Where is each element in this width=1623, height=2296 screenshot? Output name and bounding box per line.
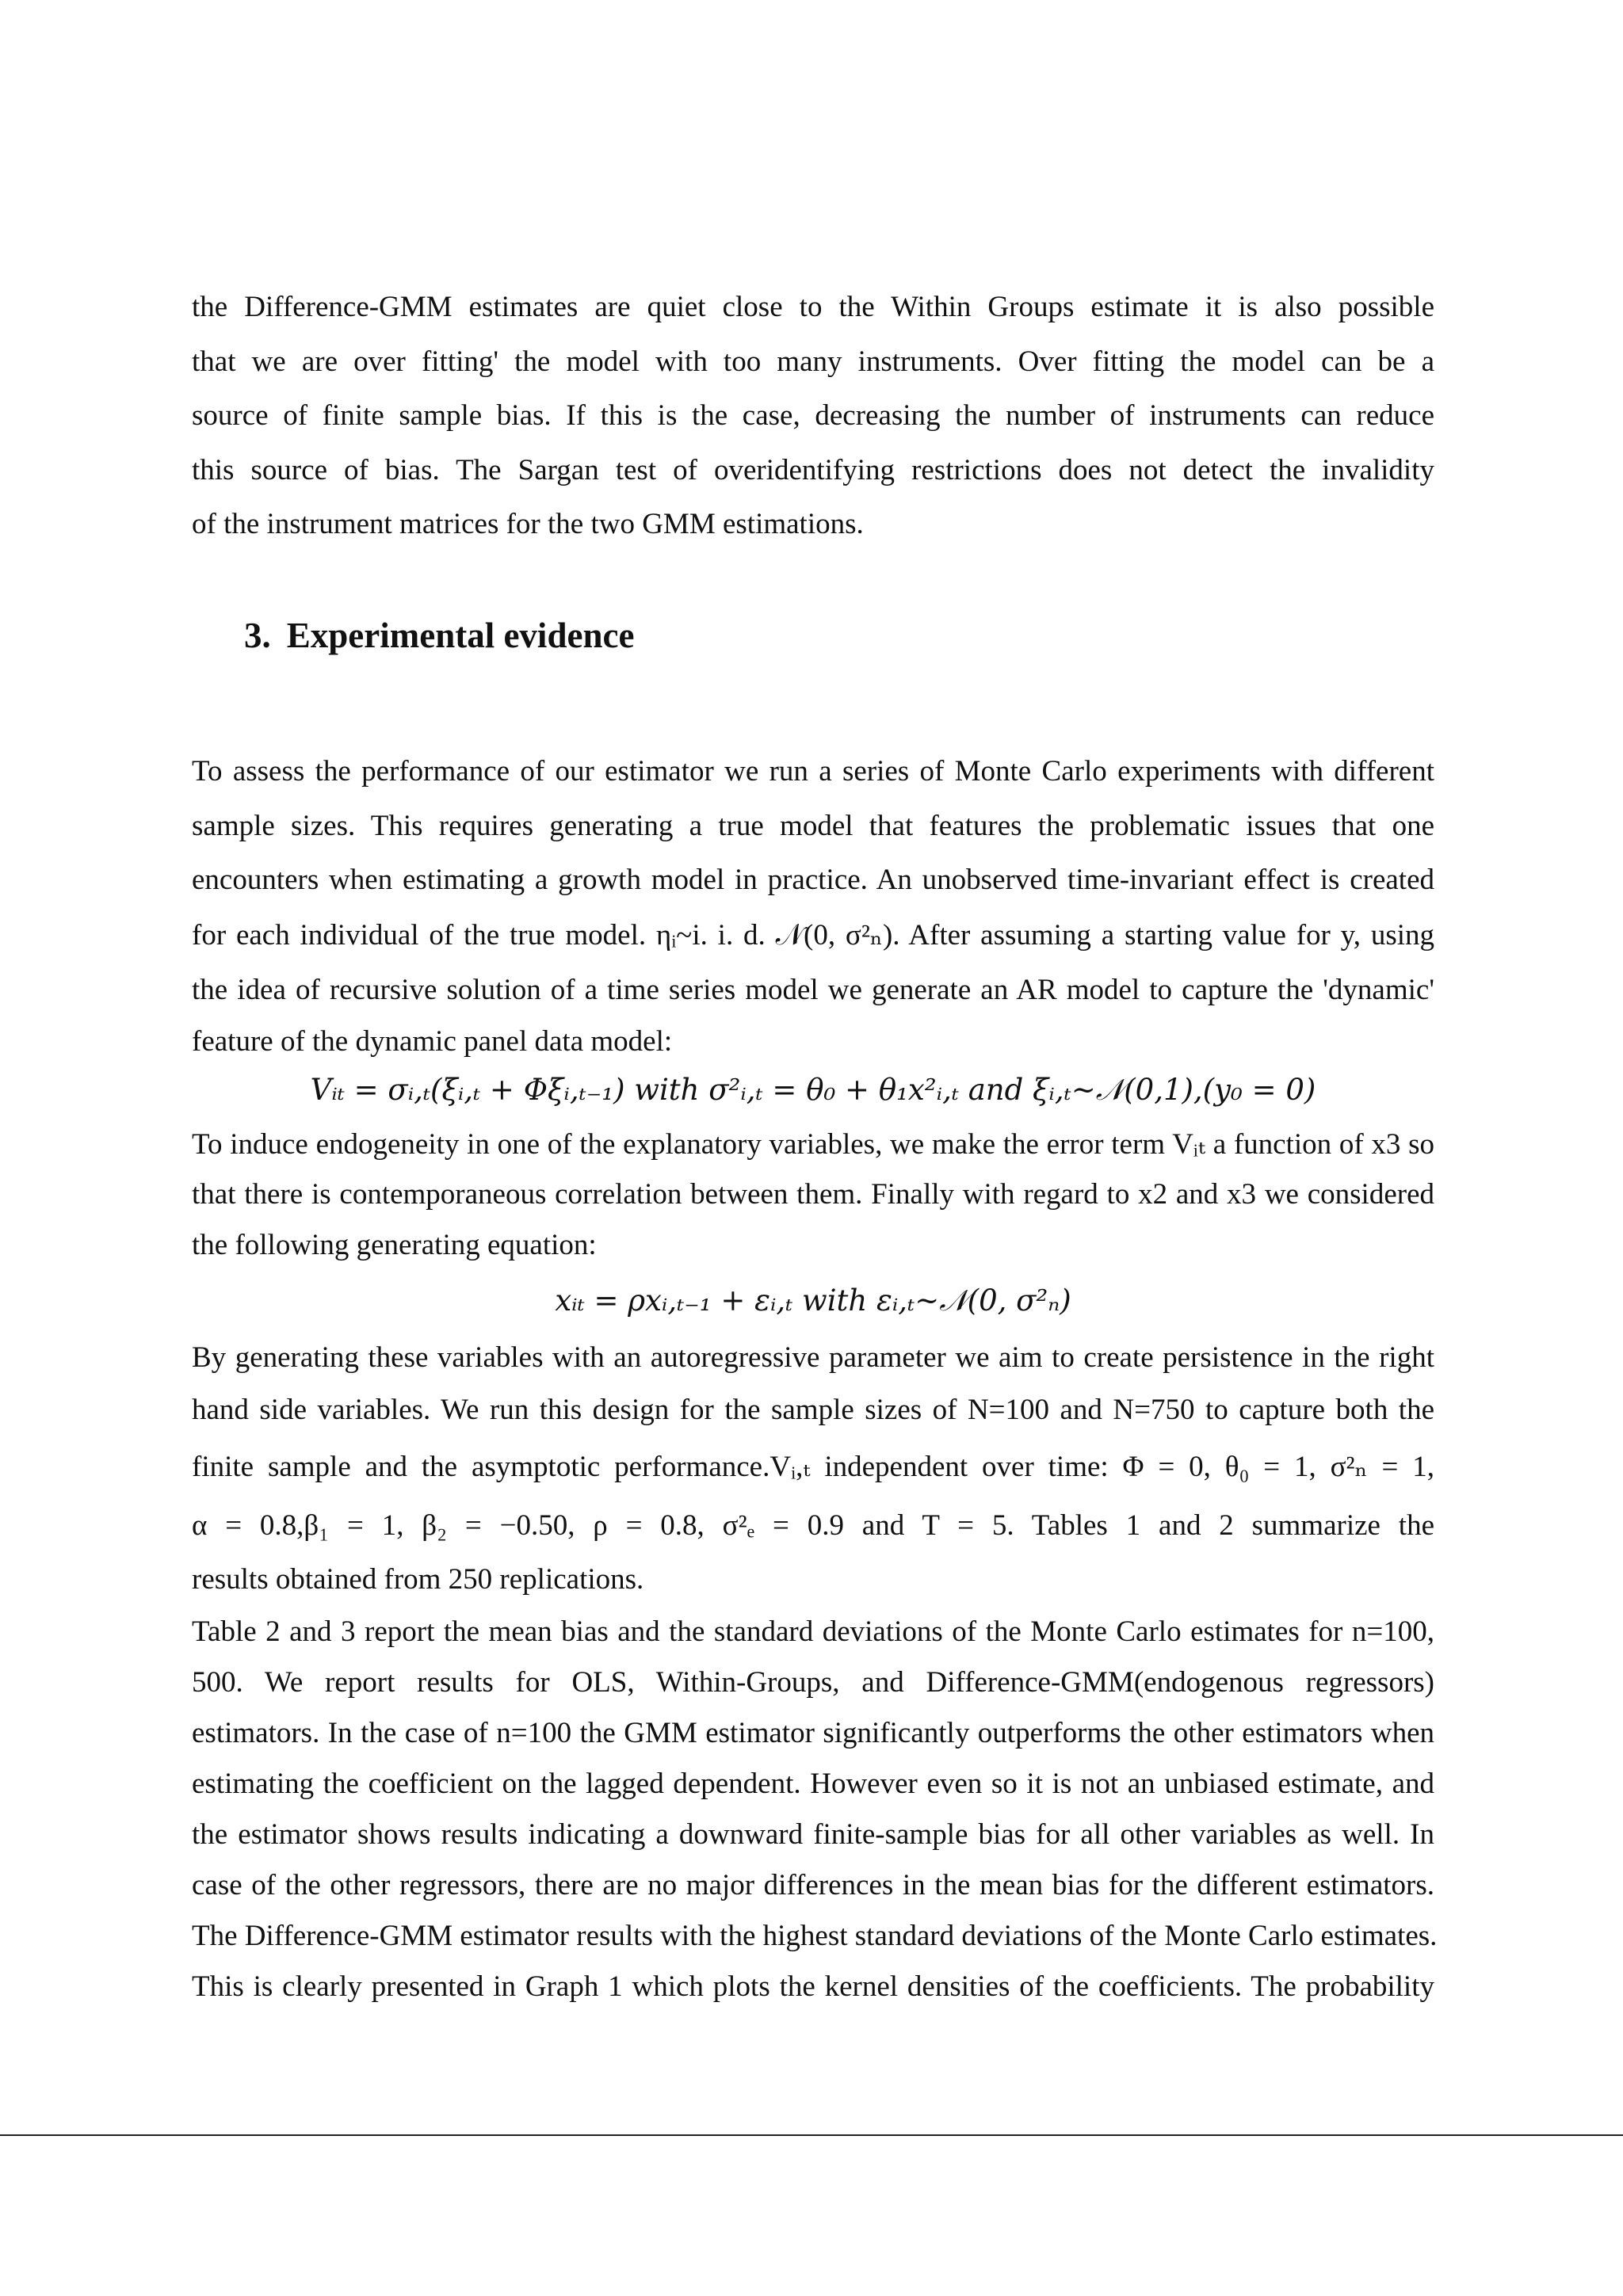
text-line: encounters when estimating a growth model in practice. An unobserved time-invariant effect is created [192,864,1434,896]
text-line: that there is contemporaneous correlation between them. Finally with regard to x2 and x3 we considered [192,1178,1434,1211]
text-line: The Difference-GMM estimator results with the highest standard deviations of the Monte Carlo estimates. [192,1920,1438,1952]
paragraph-3 [192,1120,1434,1271]
text-line: 500. We report results for OLS, Within-Groups, and Difference-GMM(endogenous regressors) [192,1666,1434,1699]
text-line: α = 0.8,β₁ = 1, β₂ = −0.50, ρ = 0.8, σ²ₑ = 0.9 and T = 5. Tables 1 and 2 summarize the [192,1509,1434,1542]
equation-1 [192,1066,1434,1114]
text-line: estimators. In the case of n=100 the GMM estimator significantly outperforms the other estimators when [192,1717,1434,1749]
text-line: the idea of recursive solution of a time series model we generate an AR model to capture the 'dynamic' [192,973,1434,1006]
text-line: the estimator shows results indicating a downward finite-sample bias for all other variables as well. In [192,1818,1434,1851]
paragraph-1 [192,280,1434,552]
text-line: To assess the performance of our estimator we run a series of Monte Carlo experiments with different [192,755,1434,788]
paragraph-5 [192,1607,1438,2012]
equation-text: xᵢₜ = ρxᵢ,ₜ₋₁ + εᵢ,ₜ with εᵢ,ₜ~𝒩(0, σ²ₙ) [555,1283,1071,1318]
text-line: estimating the coefficient on the lagged dependent. However even so it is not an unbiased estimate, and [192,1768,1434,1800]
text-line: case of the other regressors, there are no major differences in the mean bias for the different estimators. [192,1869,1434,1901]
text-line: By generating these variables with an autoregressive parameter we aim to create persistence in the right [192,1341,1434,1374]
text-line: the Difference-GMM estimates are quiet close to the Within Groups estimate it is also possible [192,291,1434,323]
text-line: source of finite sample bias. If this is the case, decreasing the number of instruments can reduce [192,399,1434,432]
text-line: of the instrument matrices for the two GMM estimations. [192,508,864,540]
paragraph-2 [192,745,1434,1066]
text-line: Table 2 and 3 report the mean bias and the standard deviations of the Monte Carlo estimates for n=100, [192,1615,1434,1648]
text-line: To induce endogeneity in one of the explanatory variables, we make the error term Vᵢₜ a function of x3 so [192,1128,1434,1161]
text-line: finite sample and the asymptotic performance.Vᵢ,ₜ independent over time: Φ = 0, θ₀ = 1, σ²ₙ = 1, [192,1451,1434,1483]
text-line: that we are over fitting' the model with too many instruments. Over fitting the model can be a [192,345,1434,378]
text-line: this source of bias. The Sargan test of overidentifying restrictions does not detect the invalidity [192,453,1434,486]
text-line: the following generating equation: [192,1229,597,1261]
section-number: 3. [244,616,271,655]
equation-2 [192,1276,1434,1326]
text-line: sample sizes. This requires generating a true model that features the problematic issues that one [192,809,1434,842]
paragraph-4 [192,1333,1434,1605]
text-line: This is clearly presented in Graph 1 which plots the kernel densities of the coefficients. The probability [192,1970,1434,2003]
text-line: results obtained from 250 replications. [192,1563,644,1596]
equation-text: Vᵢₜ = σᵢ,ₜ(ξᵢ,ₜ + Φξᵢ,ₜ₋₁) with σ²ᵢ,ₜ = θ₀ + θ₁x²ᵢ,ₜ and ξᵢ,ₜ~𝒩(0,1),(y₀ = 0) [310,1073,1316,1107]
text-line: for each individual of the true model. ηᵢ~i. i. d. 𝒩(0, σ²ₙ). After assuming a starting value for y, using [192,918,1434,952]
text-line: hand side variables. We run this design for the sample sizes of N=100 and N=750 to capture both the [192,1394,1434,1426]
section-title: Experimental evidence [286,616,635,655]
section-heading [244,615,634,656]
text-line: feature of the dynamic panel data model: [192,1025,673,1058]
footer-divider [0,2134,1623,2136]
